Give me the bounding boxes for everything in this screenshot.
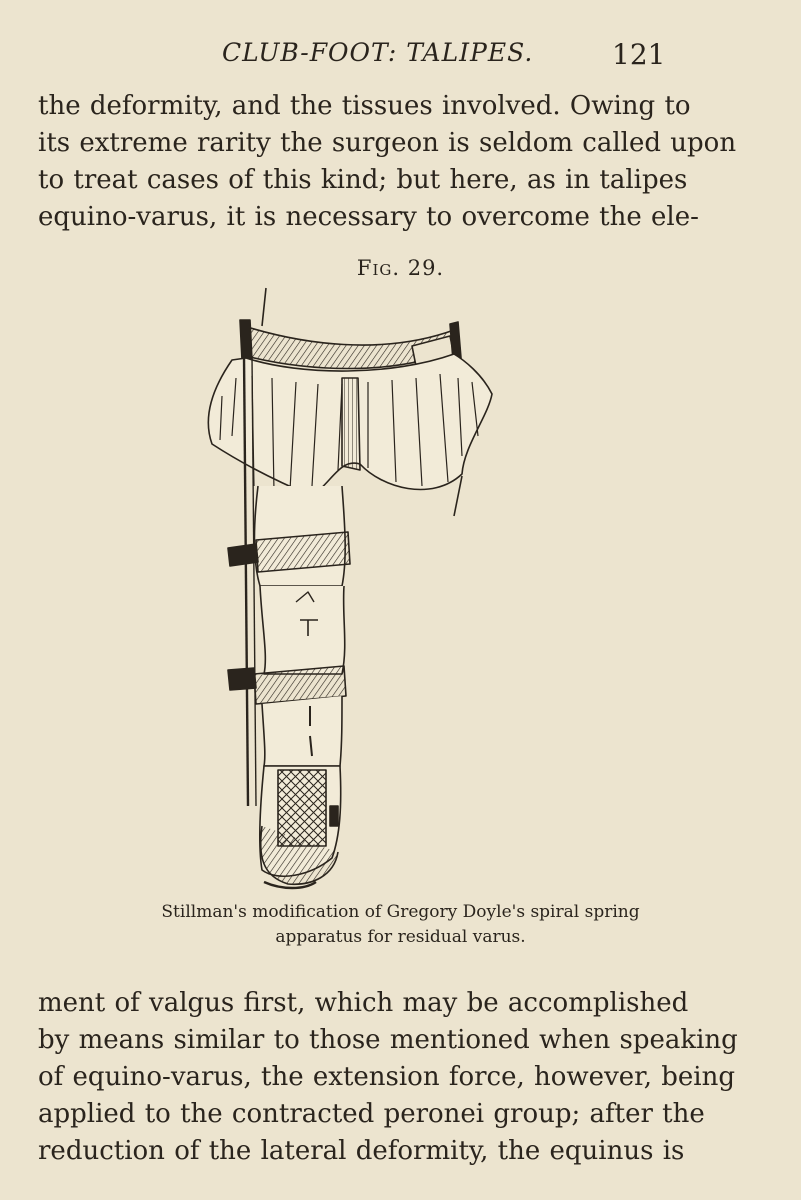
page-number: 121 bbox=[612, 38, 666, 71]
text-line: reduction of the lateral deformity, the equinus is bbox=[38, 1136, 685, 1166]
running-head bbox=[0, 38, 801, 78]
text-line: applied to the contracted peronei group; after the bbox=[38, 1099, 705, 1129]
caption-line: Stillman's modification of Gregory Doyle's spiral spring bbox=[161, 902, 640, 922]
text-line: by means similar to those mentioned when speaking bbox=[38, 1025, 738, 1055]
figure-caption bbox=[0, 900, 801, 950]
text-line: the deformity, and the tissues involved. Owing to bbox=[38, 91, 691, 121]
figure-label: Fig. 29. bbox=[356, 256, 445, 280]
paragraph-top bbox=[38, 88, 764, 236]
text-line: its extreme rarity the surgeon is seldom called upon bbox=[38, 128, 737, 158]
text-line: to treat cases of this kind; but here, as in talipes bbox=[38, 165, 688, 195]
leg-brace-illustration bbox=[192, 286, 512, 890]
paragraph-bottom bbox=[38, 985, 764, 1170]
text-line: equino-varus, it is necessary to overcome the ele- bbox=[38, 202, 699, 232]
figure-illustration bbox=[192, 286, 512, 890]
text-line: ment of valgus first, which may be accomplished bbox=[38, 988, 689, 1018]
running-title: CLUB-FOOT: TALIPES. bbox=[222, 38, 534, 67]
caption-line: apparatus for residual varus. bbox=[275, 927, 526, 947]
text-line: of equino-varus, the extension force, however, being bbox=[38, 1062, 735, 1092]
